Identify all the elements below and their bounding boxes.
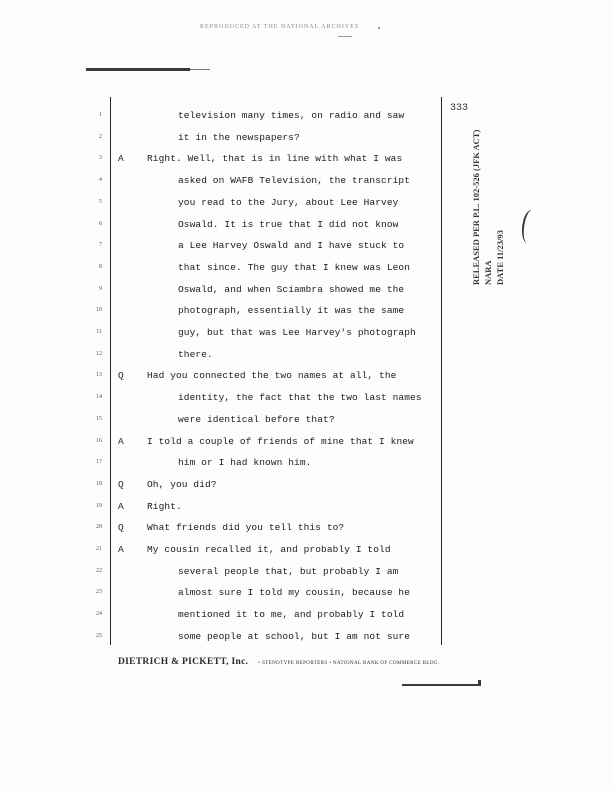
transcript-line: asked on WAFB Television, the transcript xyxy=(178,175,411,187)
speaker-label: A xyxy=(118,500,124,512)
scan-edge-mark xyxy=(86,68,190,71)
page-footer xyxy=(118,651,440,669)
line-number: 24 xyxy=(96,611,102,618)
transcript-line: guy, but that was Lee Harvey's photograph xyxy=(178,327,416,338)
release-stamp-line2: NARA xyxy=(483,260,493,285)
release-stamp-line1: RELEASED PER P.L. 102-526 (JFK ACT) xyxy=(471,129,481,285)
line-number: 22 xyxy=(96,567,102,574)
line-number: 13 xyxy=(96,372,102,379)
line-number: 9 xyxy=(99,285,102,292)
line-number: 21 xyxy=(96,546,102,552)
line-number: 19 xyxy=(96,502,102,509)
transcript-line: there. xyxy=(178,348,213,360)
transcript-line: were identical before that? xyxy=(178,413,335,425)
line-number: 25 xyxy=(96,632,102,639)
line-number: 17 xyxy=(96,459,102,466)
transcript-line: it in the newspapers? xyxy=(178,131,300,143)
release-stamp xyxy=(470,105,550,285)
line-number: 3 xyxy=(99,155,102,162)
scan-edge-mark-tail xyxy=(190,69,210,70)
line-number: 5 xyxy=(99,198,102,205)
speaker-label: Q xyxy=(118,478,124,490)
line-number: 15 xyxy=(96,415,102,422)
transcript-line: Had you connected the two names at all, the xyxy=(147,370,397,382)
line-number: 23 xyxy=(96,589,102,596)
transcript-line: My cousin recalled it, and probably I told xyxy=(147,544,391,555)
release-stamp-line3: DATE 11/23/93 xyxy=(495,230,505,285)
scan-bottom-dot xyxy=(478,680,481,686)
stamp-mark xyxy=(338,36,352,37)
transcript-line: mentioned it to me, and probably I told xyxy=(178,609,405,621)
transcript-line: photograph, essentially it was the same xyxy=(178,305,405,317)
footer-firm: DIETRICH & PICKETT, Inc. xyxy=(118,657,249,667)
line-number: 8 xyxy=(99,263,102,270)
transcript-line: I told a couple of friends of mine that I knew xyxy=(147,435,414,447)
transcript-line: Oswald. It is true that I did not know xyxy=(178,218,399,230)
transcript-line: identity, the fact that the two last names xyxy=(178,392,422,404)
speaker-label: A xyxy=(118,544,124,555)
stamp-dot xyxy=(378,27,380,29)
transcript-line: that since. The guy that I knew was Leon xyxy=(178,261,411,273)
archive-stamp: REPRODUCED AT THE NATIONAL ARCHIVES xyxy=(200,24,360,30)
line-number: 11 xyxy=(96,329,102,335)
transcript-line: Oh, you did? xyxy=(147,478,217,490)
speaker-label: A xyxy=(118,435,124,447)
transcript-line: a Lee Harvey Oswald and I have stuck to xyxy=(178,240,405,252)
transcript-line: Right. Well, that is in line with what I was xyxy=(147,153,403,165)
line-number: 20 xyxy=(96,524,102,531)
transcript-line: almost sure I told my cousin, because he xyxy=(178,587,411,599)
line-number: 7 xyxy=(99,242,102,249)
transcript-line: some people at school, but I am not sure xyxy=(178,630,411,642)
line-number: 12 xyxy=(96,350,102,357)
footer-details: • STENOTYPE REPORTERS • NATIONAL BANK OF COMMERCE BLDG. xyxy=(258,661,440,666)
line-number: 16 xyxy=(96,437,102,444)
transcript-line: television many times, on radio and saw xyxy=(178,110,405,121)
speaker-label: Q xyxy=(118,522,124,534)
speaker-label: A xyxy=(118,153,124,165)
scan-bottom-mark xyxy=(402,684,478,686)
page-number: 333 xyxy=(450,103,469,114)
transcript-line: What friends did you tell this to? xyxy=(147,522,345,534)
line-number: 10 xyxy=(96,307,102,314)
line-number: 2 xyxy=(99,133,102,140)
transcript-line: you read to the Jury, about Lee Harvey xyxy=(178,196,399,208)
transcript-line: Oswald, and when Sciambra showed me the xyxy=(178,283,405,295)
line-number: 4 xyxy=(99,177,102,184)
speaker-label: Q xyxy=(118,370,124,382)
line-number: 6 xyxy=(99,220,102,227)
line-number: 14 xyxy=(96,394,102,401)
line-number: 18 xyxy=(96,480,102,487)
transcript-line: Right. xyxy=(147,500,182,512)
line-number: 1 xyxy=(99,112,102,118)
transcript-line: him or I had known him. xyxy=(178,457,312,469)
transcript-line: several people that, but probably I am xyxy=(178,565,399,577)
